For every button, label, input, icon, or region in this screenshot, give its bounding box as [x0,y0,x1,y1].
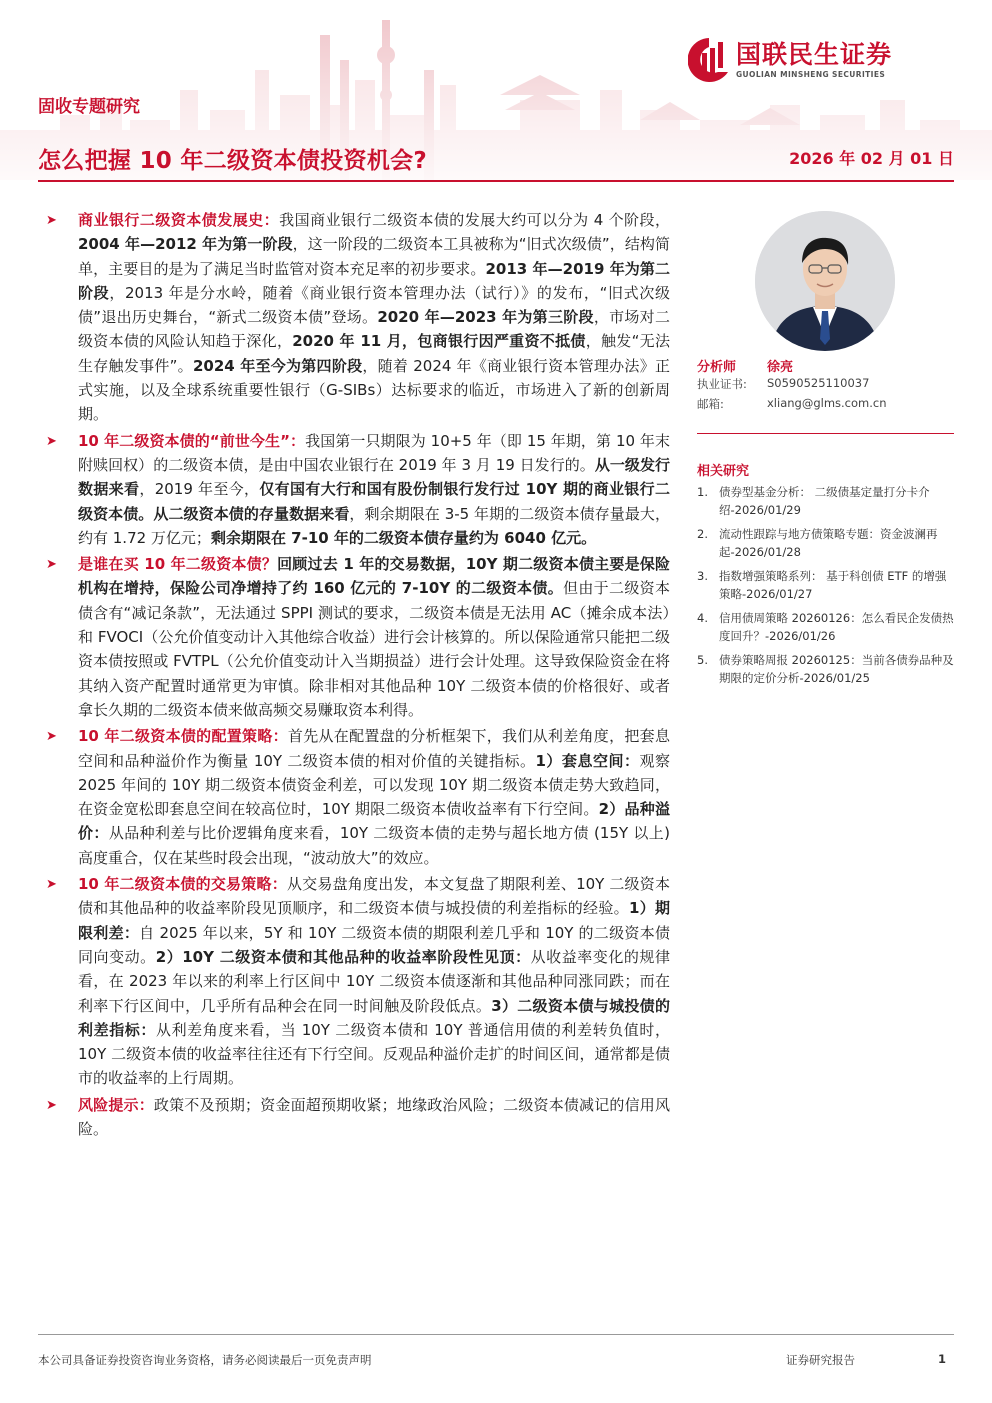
bullet-body-text: 但由于二级资本债含有“减记条款”，无法通过 SPPI 测试的要求，二级资本债是无法用 AC（摊余成本法）和 FVOCI（公允价值变动计入其他综合收益）进行会计核算的。所以保险通常只能把二级资本债按照或 FVTPL（公允价值变动计入当期损益）进行会计处理。这导致保险资金在将其纳入资产配置时通常更为审慎。除非相对其他品种 10Y 二级资本债的价格很好、或者拿长久期的二级资本债来做高频交易赚取资本利得。 [78,579,670,719]
bullet-risk-warning [38,1093,670,1142]
related-research-item[interactable] [697,567,954,603]
bullet-heading: 10 年二级资本债的配置策略： [78,727,288,746]
related-research-item[interactable] [697,525,954,561]
item-number: 1. [697,485,708,499]
arrow-bullet-icon: ➤ [46,729,57,745]
bullet-emphasis: 1）套息空间： [535,751,640,770]
report-category: 固收专题研究 [38,97,140,117]
analyst-avatar [755,211,895,351]
bullet-text [78,552,670,722]
footer-divider [38,1334,954,1335]
arrow-bullet-icon: ➤ [46,557,57,573]
item-title: 债券策略周报 20260125：当前各债券品种及期限的定价分析-2026/01/25 [719,653,954,685]
analyst-name: 徐亮 [767,360,794,375]
bullet-body-text: 我国商业银行二级资本债的发展大约可以分为 4 个阶段， [279,211,670,229]
item-title: 债券型基金分析： 二级债基定量打分卡介绍-2026/01/29 [719,485,930,517]
item-number: 4. [697,611,708,625]
footer-disclaimer: 本公司具备证券投资咨询业务资格，请务必阅读最后一页免责声明 [38,1353,372,1367]
bullet-heading: 商业银行二级资本债发展史： [78,211,280,229]
bullet-emphasis: 从一级发行数据来看 [78,455,670,499]
bullet-heading: 是谁在买 10 年二级资本债？ [78,555,278,574]
bullet-past-and-present [38,429,670,550]
bullet-emphasis: 2013 年—2019 年为第二阶段 [78,259,670,302]
bullet-emphasis: 2024 年至今为第四阶段 [192,356,363,375]
bullet-body-text: ，触发“无法生存触发事件”。 [78,332,670,375]
bullet-body-text: ，这一阶段的二级资本工具被称为“旧式次级债”，结构简单，主要目的是为了满足当时监管对资本充足率的初步要求。 [78,235,670,278]
bullet-emphasis: 剩余期限在 7-10 年的二级资本债存量约为 6040 亿元。 [210,528,597,547]
email-link[interactable]: xliang@glms.com.cn [767,396,887,410]
bullet-body-text: 观察 2025 年间的 10Y 期二级资本债资金利差，可以发现 10Y 期二级资本债走势大致趋同，在资金宽松即套息空间在较高位时，10Y 期限二级资本债收益率有下行空间。 [78,751,670,819]
bullet-body-text: 我国第一只期限为 10+5 年（即 15 年期，第 10 年末附赎回权）的二级资本债，是由中国农业银行在 2019 年 3 月 19 日发行的。 [78,431,670,474]
report-title: 怎么把握 10 年二级资本债投资机会? [38,148,428,174]
bullet-body-text: ，随着 2024 年《商业银行资本管理办法》正式实施，以及全球系统重要性银行（G-SIBs）达标要求的临近，市场进入了新的创新周期。 [78,356,670,424]
logo-text-en: GUOLIAN MINSHENG SECURITIES [736,70,886,79]
bullet-allocation-strategy [38,724,670,870]
bullet-body-text: ，2019 年至今， [139,480,260,499]
bullet-body-text: 政策不及预期；资金面超预期收紧；地缘政治风险；二级资本债减记的信用风险。 [78,1095,670,1138]
bullet-emphasis: 3）二级资本债与城投债的利差指标： [78,996,670,1039]
related-research-item[interactable] [697,651,954,687]
bullet-body-text: 从品种利差与比价逻辑角度来看，10Y 二级资本债的走势与超长地方债 (15Y 以上) 高度重合，仅在某些时段会出现，“波动放大”的效应。 [78,824,670,867]
logo-text-cn: 国联民生证券 [736,40,893,69]
bullet-text [78,429,670,550]
bullet-emphasis: 2020 年 11 月，包商银行因严重资不抵债 [292,332,586,351]
arrow-bullet-icon: ➤ [46,877,57,893]
item-number: 5. [697,653,708,667]
bullet-body-text: ，市场对二级资本债的风险认知趋于深化， [78,308,670,351]
summary-body [38,208,670,1143]
bullet-text [78,208,670,427]
arrow-bullet-icon: ➤ [46,433,57,449]
bullet-body-text: 从收益率变化的规律看，在 2023 年以来的利率上行区间中 10Y 二级资本债逐渐和其他品种同涨同跌；而在利率下行区间中，几乎所有品种会在同一时间触及阶段低点。 [78,947,670,1015]
item-number: 2. [697,527,708,541]
bullet-emphasis: 回顾过去 1 年的交易数据，10Y 期二级资本债主要是保险机构在增持，保险公司净增持了约 160 亿元的 7-10Y 的二级资本债。 [78,555,670,598]
company-logo [688,36,892,84]
bullet-trading-strategy [38,872,670,1091]
item-title: 流动性跟踪与地方债策略专题：资金波澜再起-2026/01/28 [719,527,938,559]
bullet-emphasis: 2）10Y 二级资本债和其他品种的收益率阶段性见顶： [155,947,531,966]
bullet-emphasis: 2020 年—2023 年为第三阶段 [377,308,594,327]
sidebar-divider [697,433,954,434]
cert-label: 执业证书: [697,377,747,391]
cert-number: S0590525110037 [767,376,870,390]
bullet-body-text: 从交易盘角度出发，本文复盘了期限利差、10Y 二级资本债和其他品种的收益率阶段见顶顺序，和二级资本债与城投债的利差指标的经验。 [78,875,670,918]
item-title: 指数增强策略系列： 基于科创债 ETF 的增强策略-2026/01/27 [719,569,947,601]
bullet-text [78,872,670,1091]
bullet-who-is-buying [38,552,670,722]
bullet-emphasis: 2004 年—2012 年为第一阶段 [78,235,293,254]
item-title: 信用债周策略 20260126：怎么看民企发债热度回升？-2026/01/26 [719,611,954,643]
bullet-body-text: 自 2025 年以来，5Y 和 10Y 二级资本债的期限利差几乎和 10Y 的二级资本债同向变动。 [78,923,670,966]
logo-mark-icon [688,36,730,84]
bullet-heading: 10 年二级资本债的“前世今生”： [78,431,306,450]
related-research-title: 相关研究 [697,464,750,479]
bullet-body-text: 首先从在配置盘的分析框架下，我们从利差角度，把套息空间和品种溢价作为衡量 10Y 二级资本债的相对价值的关键指标。 [78,727,670,770]
footer-report-type: 证券研究报告 [786,1353,855,1367]
related-research-item[interactable] [697,609,954,645]
email-label: 邮箱: [697,397,724,411]
analyst-label: 分析师 [697,360,737,375]
bullet-development-history [38,208,670,427]
bullet-emphasis: 1）期限利差： [78,899,670,942]
bullet-text [78,1093,670,1142]
bullet-body-text: ，2013 年是分水岭，随着《商业银行资本管理办法（试行）》的发布，“旧式次级债”退出历史舞台，“新式二级资本债”登场。 [78,283,670,327]
bullet-body-text: ，剩余期限在 3-5 年期的二级资本债存量最大，约有 1.72 万亿元； [78,504,670,547]
arrow-bullet-icon: ➤ [46,1097,57,1113]
bullet-emphasis: 2）品种溢价： [78,800,671,843]
bullet-body-text: 从利差角度来看，当 10Y 二级资本债和 10Y 普通信用债的利差转负值时，10Y 二级资本债的收益率往往还有下行空间。反观品种溢价走扩的时间区间，通常都是债市的收益率的上行周期。 [78,1020,670,1088]
bullet-text [78,724,670,870]
arrow-bullet-icon: ➤ [46,213,57,228]
header-divider [38,180,954,182]
related-research-item[interactable] [697,483,954,519]
bullet-emphasis: 仅有国有大行和国有股份制银行发行过 10Y 期的商业银行二级资本债。从二级资本债的存量数据来看 [78,480,670,523]
item-number: 3. [697,569,708,583]
bullet-heading: 10 年二级资本债的交易策略： [78,875,287,894]
related-research-list [697,483,954,693]
page-number: 1 [938,1352,947,1366]
report-date: 2026 年 02 月 01 日 [789,149,954,168]
bullet-heading: 风险提示： [78,1095,154,1114]
